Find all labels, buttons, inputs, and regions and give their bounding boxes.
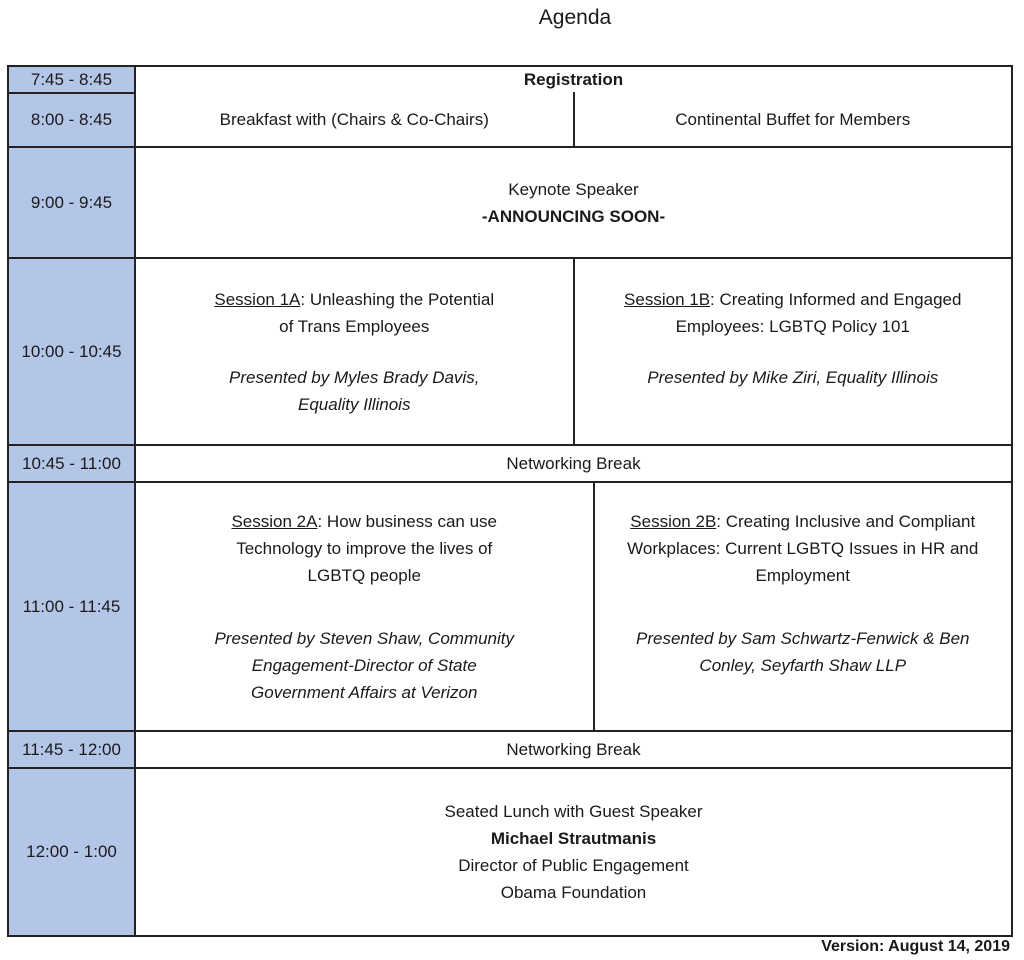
- table-row: [9, 769, 1011, 935]
- session-2b-title-3: Employment: [755, 565, 850, 585]
- time-label-lunch: 12:00 - 1:00: [9, 769, 136, 935]
- session-2b-presenter-2: Conley, Seyfarth Shaw LLP: [699, 655, 907, 675]
- keynote-announcement: -ANNOUNCING SOON-: [481, 206, 666, 226]
- table-row: [9, 483, 1011, 732]
- table-row: [9, 446, 1011, 483]
- session-2a-label: Session 2A: [231, 511, 318, 531]
- session-2a-title-1: : How business can use: [317, 511, 498, 531]
- keynote-title: Keynote Speaker: [508, 179, 639, 199]
- session-2a-presenter-2: Engagement-Director of State: [251, 655, 477, 675]
- table-row: [9, 148, 1011, 259]
- lunch-speaker: Michael Strautmanis: [490, 829, 657, 848]
- session-2b-title-1: : Creating Inclusive and Compliant: [716, 511, 976, 531]
- lunch-cell: [136, 769, 1011, 935]
- session-2a-title-2: Technology to improve the lives of: [236, 538, 493, 558]
- time-label-registration: 7:45 - 8:45: [9, 67, 134, 94]
- session-2b-presenter-1: Presented by Sam Schwartz-Fenwick & Ben: [635, 628, 970, 648]
- table-row: [9, 732, 1011, 769]
- session-2b-label: Session 2B: [630, 511, 717, 531]
- lunch-speaker-org: Obama Foundation: [500, 883, 647, 902]
- session-1a-cell: [136, 259, 575, 444]
- lunch-speaker-role: Director of Public Engagement: [458, 856, 689, 875]
- session-1a-title-1: : Unleashing the Potential: [300, 289, 495, 309]
- page-title: Agenda: [538, 6, 612, 29]
- networking-break-2: Networking Break: [506, 740, 641, 759]
- session-2a-presenter-3: Government Affairs at Verizon: [251, 682, 478, 702]
- time-label-session2: 11:00 - 11:45: [9, 483, 136, 730]
- session-2a-title-3: LGBTQ people: [307, 565, 421, 585]
- session-1b-title-1: : Creating Informed and Engaged: [710, 289, 962, 309]
- time-label-break1: 10:45 - 11:00: [9, 446, 136, 481]
- lunch-title: Seated Lunch with Guest Speaker: [444, 802, 703, 821]
- session-1a-presenter-1: Presented by Myles Brady Davis,: [229, 367, 480, 387]
- continental-buffet: Continental Buffet for Members: [675, 109, 911, 129]
- networking-break-1: Networking Break: [506, 454, 641, 473]
- session-1a-label: Session 1A: [214, 289, 301, 309]
- session-2a-cell: [136, 483, 595, 730]
- session-2b-cell: [595, 483, 1012, 730]
- time-label-keynote: 9:00 - 9:45: [9, 148, 136, 257]
- session-2a-presenter-1: Presented by Steven Shaw, Community: [214, 628, 515, 648]
- time-label-break2: 11:45 - 12:00: [9, 732, 136, 767]
- registration-label: Registration: [523, 70, 624, 89]
- session-2b-title-2: Workplaces: Current LGBTQ Issues in HR and: [627, 538, 979, 558]
- session-1b-cell: [575, 259, 1012, 444]
- table-row: [9, 259, 1011, 446]
- time-cell: [9, 67, 136, 146]
- session-1a-presenter-2: Equality Illinois: [298, 394, 411, 414]
- time-label-session1: 10:00 - 10:45: [9, 259, 136, 444]
- session-1b-title-2: Employees: LGBTQ Policy 101: [675, 316, 910, 336]
- version-label: Version: August 14, 2019: [821, 938, 1010, 955]
- time-label-breakfast: 8:00 - 8:45: [30, 110, 113, 129]
- breakfast-chairs: Breakfast with (Chairs & Co-Chairs): [136, 92, 575, 146]
- session-1b-label: Session 1B: [624, 289, 711, 309]
- table-row: [9, 67, 1011, 148]
- keynote-cell: [136, 148, 1011, 257]
- session-1a-title-2: of Trans Employees: [279, 316, 430, 336]
- agenda-table: [7, 65, 1013, 937]
- session-1b-presenter-1: Presented by Mike Ziri, Equality Illinois: [647, 367, 939, 387]
